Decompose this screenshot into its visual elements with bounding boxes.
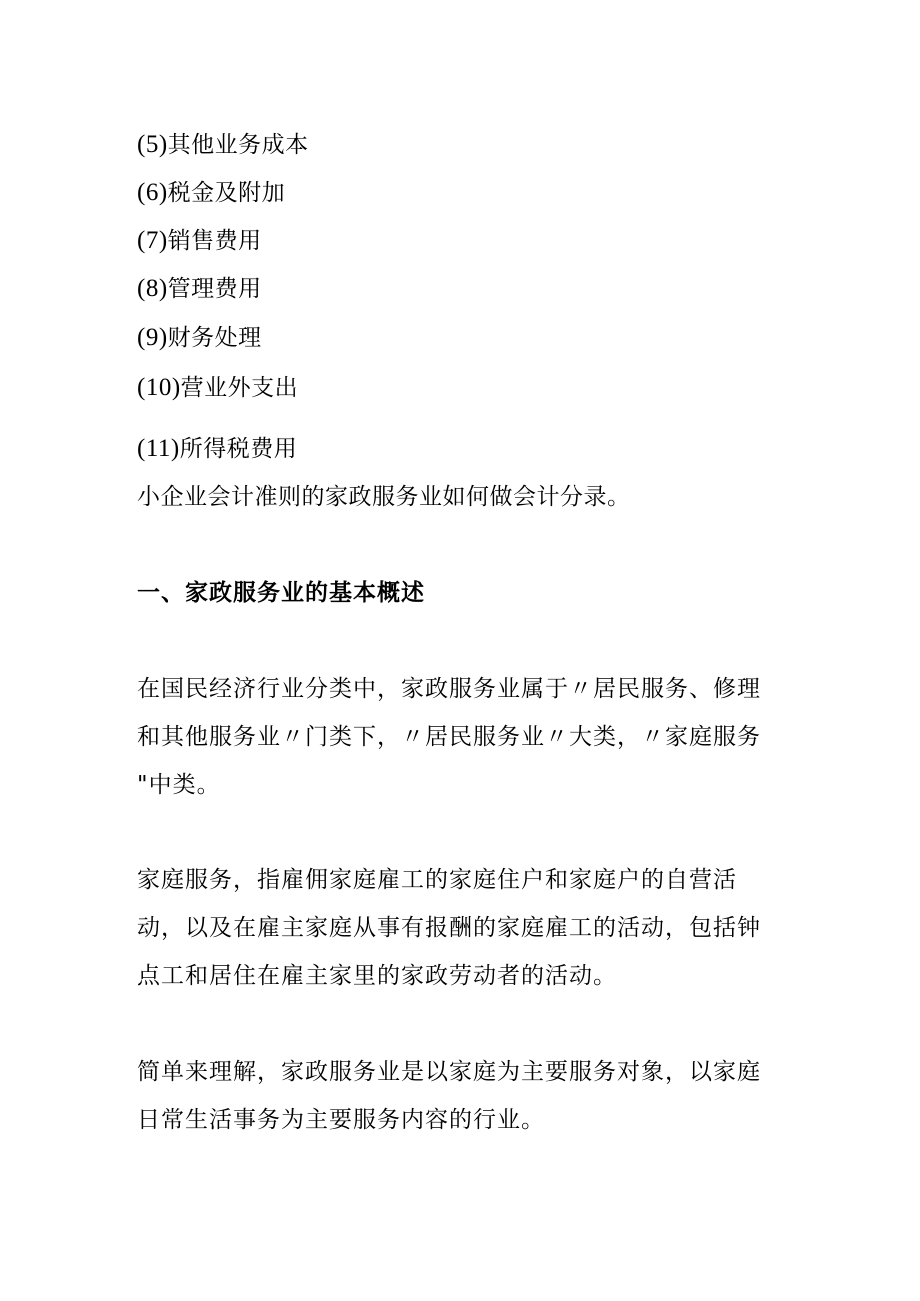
intro-text: 小企业会计准则的家政服务业如何做会计分录。 — [137, 484, 631, 510]
list-item — [137, 373, 298, 403]
list-item-number: (7) — [137, 227, 168, 254]
list-item-number: (10) — [137, 374, 181, 401]
list-item-number: (11) — [137, 435, 180, 462]
list-item-number: (5) — [137, 131, 168, 158]
list-item — [137, 323, 262, 353]
list-item-text: 营业外支出 — [180, 375, 299, 401]
list-item-text: 财务处理 — [167, 325, 262, 351]
paragraph-line: "中类。 — [137, 772, 221, 798]
paragraph-home-service-definition — [137, 856, 787, 1000]
section-heading: 一、家政服务业的基本概述 — [137, 580, 425, 606]
list-item-text: 所得税费用 — [179, 436, 298, 462]
list-item-text: 税金及附加 — [167, 180, 286, 206]
paragraph-line: 点工和居住在雇主家里的家政劳动者的活动。 — [137, 963, 617, 989]
list-item-text: 其他业务成本 — [167, 132, 309, 158]
list-item — [137, 130, 309, 160]
list-item-number: (8) — [137, 275, 168, 302]
list-item-text: 销售费用 — [167, 228, 262, 254]
list-item — [137, 226, 262, 256]
list-item-number: (6) — [137, 179, 168, 206]
list-item — [137, 274, 262, 304]
list-item-text: 管理费用 — [167, 276, 262, 302]
paragraph-line: 日常生活事务为主要服务内容的行业。 — [137, 1107, 545, 1133]
paragraph-simple-understanding — [137, 1048, 787, 1144]
paragraph-line: 和其他服务业〃门类下，〃居民服务业〃大类，〃家庭服务 — [137, 724, 761, 750]
list-item — [137, 178, 285, 208]
list-item-number: (9) — [137, 324, 168, 351]
list-item — [137, 434, 297, 464]
paragraph-industry-classification — [137, 665, 787, 809]
paragraph-line: 在国民经济行业分类中，家政服务业属于〃居民服务、修理 — [137, 676, 761, 702]
paragraph-line: 动，以及在雇主家庭从事有报酬的家庭雇工的活动，包括钟 — [137, 915, 761, 941]
paragraph-line: 简单来理解，家政服务业是以家庭为主要服务对象，以家庭 — [137, 1059, 761, 1085]
paragraph-line: 家庭服务，指雇佣家庭雇工的家庭住户和家庭户的自营活 — [137, 867, 737, 893]
